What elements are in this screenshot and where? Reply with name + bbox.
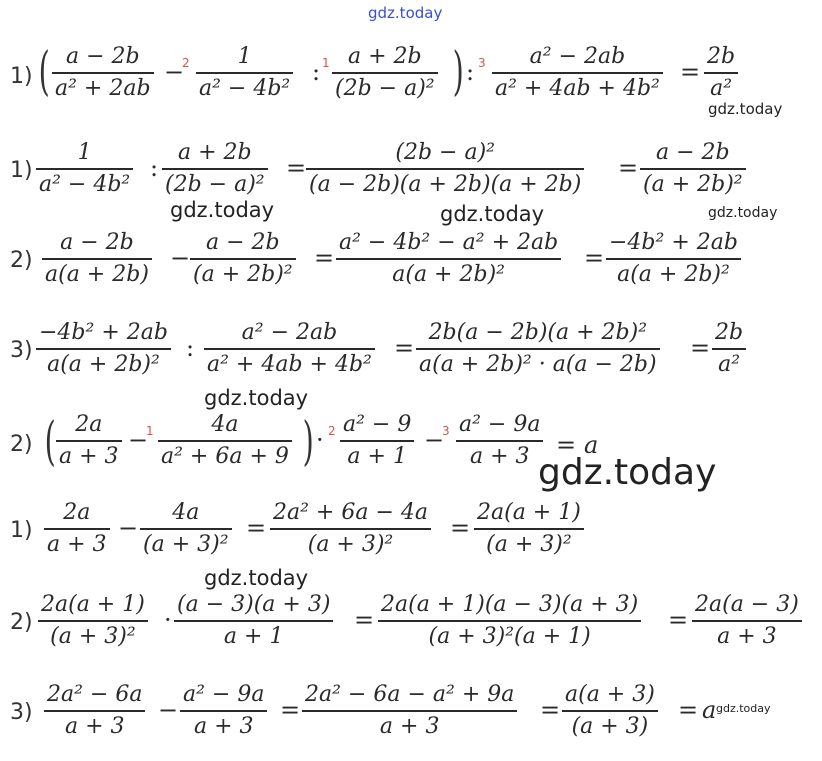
fraction <box>336 228 561 290</box>
fraction <box>378 590 641 652</box>
denominator: (a + 3)² <box>143 531 229 557</box>
fraction <box>306 138 584 200</box>
denominator: a + 3 <box>193 713 254 739</box>
fraction <box>474 498 584 560</box>
fraction <box>174 590 333 652</box>
denominator: a(a + 2b)² <box>392 261 505 287</box>
order-mark: 1 <box>322 56 330 70</box>
fraction <box>270 498 431 560</box>
denominator: (a + 3)² <box>486 531 572 557</box>
step-2-3-row <box>0 680 822 750</box>
denominator: a² <box>718 351 741 377</box>
numerator: 2b(a − 2b)(a + 2b)² <box>428 320 648 345</box>
numerator: 2a(a + 1)(a − 3)(a + 3) <box>381 592 639 617</box>
denominator: a + 3 <box>379 713 440 739</box>
fraction <box>416 318 660 380</box>
order-mark: 1 <box>146 424 154 438</box>
denominator: (2b − a)² <box>165 171 265 197</box>
fraction <box>38 590 148 652</box>
fraction <box>140 498 232 560</box>
numerator: a − 2b <box>65 44 140 69</box>
watermark: gdz.today <box>170 198 275 222</box>
watermark: gdz.today <box>538 452 717 493</box>
numerator: 2a(a + 1) <box>41 592 145 617</box>
step-label: 1) <box>10 158 33 183</box>
equals-sign: = <box>280 696 301 724</box>
problem-1-row <box>0 42 822 112</box>
equals-sign: = <box>286 154 307 182</box>
numerator: 2a(a − 3) <box>695 592 799 617</box>
minus-sign: − <box>118 514 139 542</box>
close-paren: ) <box>452 42 464 102</box>
equals-sign: = <box>680 58 701 86</box>
denominator: (a + 2b)² <box>643 171 743 197</box>
denominator: (a + 3)² <box>50 623 136 649</box>
equals-sign: = <box>354 606 375 634</box>
result: a <box>584 431 599 459</box>
fraction <box>456 410 543 472</box>
watermark: gdz.today <box>204 386 309 410</box>
order-mark: 2 <box>328 424 336 438</box>
denominator: a² + 6a + 9 <box>161 443 289 469</box>
fraction <box>492 42 663 104</box>
numerator: a + 2b <box>347 44 422 69</box>
fraction <box>36 138 133 200</box>
denominator: (a + 3)²(a + 1) <box>428 623 591 649</box>
open-paren: ( <box>38 42 50 102</box>
watermark: gdz.today <box>440 202 545 226</box>
numerator: 2a² + 6a − 4a <box>273 500 428 525</box>
watermark: gdz.today <box>708 205 778 221</box>
multiply-dot: · <box>316 426 324 454</box>
denominator: (a + 3) <box>571 713 649 739</box>
minus-sign: − <box>170 244 191 272</box>
fraction <box>190 228 296 290</box>
equals-sign: = <box>668 606 689 634</box>
order-mark: 2 <box>182 56 190 70</box>
fraction <box>180 680 267 742</box>
numerator: a − 2b <box>60 230 134 255</box>
numerator: 2a <box>63 500 91 525</box>
denominator: (a − 2b)(a + 2b)(a + 2b) <box>309 171 582 197</box>
divide-sign: : <box>312 58 321 86</box>
numerator: −4b² + 2ab <box>39 320 168 345</box>
minus-sign: − <box>158 696 179 724</box>
fraction <box>158 410 292 472</box>
step-label: 3) <box>10 338 33 363</box>
multiply-dot: · <box>164 606 172 634</box>
denominator: a² − 4b² <box>39 171 131 197</box>
result: a <box>702 696 717 724</box>
watermark: gdz.today <box>716 702 771 715</box>
numerator: a² − 2ab <box>241 320 338 345</box>
equals-sign: = <box>246 514 267 542</box>
numerator: −4b² + 2ab <box>609 230 738 255</box>
numerator: a² − 9 <box>343 412 412 437</box>
problem-2-label: 2) <box>10 432 33 457</box>
numerator: 4a <box>211 412 239 437</box>
fraction <box>52 42 154 104</box>
denominator: a + 3 <box>47 531 107 557</box>
numerator: 1 <box>237 44 252 69</box>
numerator: 1 <box>77 140 92 165</box>
step-label: 2) <box>10 610 33 635</box>
equals-sign: = <box>394 334 415 362</box>
denominator: a(a + 2b)² <box>47 351 160 377</box>
denominator: a + 3 <box>64 713 125 739</box>
denominator: a + 3 <box>59 443 119 469</box>
denominator: a + 1 <box>347 443 407 469</box>
divide-sign: : <box>150 154 159 182</box>
numerator: a + 2b <box>177 140 252 165</box>
equals-sign: = <box>540 696 561 724</box>
numerator: 4a <box>172 500 200 525</box>
numerator: 2a(a + 1) <box>477 500 581 525</box>
denominator: a² − 4b² <box>199 75 291 101</box>
denominator: (a + 2b)² <box>193 261 293 287</box>
fraction <box>44 680 145 742</box>
denominator: a² + 4ab + 4b² <box>495 75 660 101</box>
fraction <box>36 318 171 380</box>
minus-sign: − <box>424 426 445 454</box>
fraction <box>704 42 738 104</box>
denominator: a + 3 <box>717 623 777 649</box>
numerator: (a − 3)(a + 3) <box>177 592 331 617</box>
denominator: a(a + 2b)² · a(a − 2b) <box>419 351 657 377</box>
fraction <box>562 680 658 742</box>
denominator: a(a + 2b)² <box>617 261 730 287</box>
fraction <box>340 410 414 472</box>
step-2-1-row <box>0 498 822 568</box>
open-paren: ( <box>44 412 56 472</box>
denominator: a² + 2ab <box>55 75 151 101</box>
watermark-top: gdz.today <box>368 4 443 22</box>
step-label: 3) <box>10 700 33 725</box>
equals-sign: = <box>618 154 639 182</box>
denominator: a² + 4ab + 4b² <box>207 351 372 377</box>
denominator: a + 3 <box>469 443 530 469</box>
fraction <box>692 590 802 652</box>
fraction <box>302 680 517 742</box>
numerator: 2b <box>715 320 744 345</box>
order-mark: 3 <box>478 56 486 70</box>
fraction <box>606 228 741 290</box>
numerator: a(a + 3) <box>565 682 655 707</box>
numerator: 2a² − 6a − a² + 9a <box>305 682 515 707</box>
equals-sign: = <box>450 514 471 542</box>
numerator: a² − 9a <box>459 412 541 437</box>
fraction <box>204 318 375 380</box>
numerator: 2b <box>707 44 736 69</box>
watermark: gdz.today <box>204 566 309 590</box>
close-paren: ) <box>302 412 314 472</box>
equals-sign: = <box>584 244 605 272</box>
minus-sign: − <box>164 58 185 86</box>
numerator: a − 2b <box>205 230 280 255</box>
numerator: a² − 9a <box>183 682 265 707</box>
fraction <box>44 498 110 560</box>
denominator: (2b − a)² <box>335 75 435 101</box>
numerator: a² − 2ab <box>529 44 626 69</box>
minus-sign: − <box>128 426 149 454</box>
fraction <box>162 138 268 200</box>
numerator: 2a² − 6a <box>47 682 143 707</box>
equals-sign: = <box>678 696 699 724</box>
equals-sign: = <box>556 431 577 459</box>
step-1-3-row <box>0 318 822 388</box>
problem-1-label: 1) <box>10 64 33 89</box>
divide-sign: : <box>466 58 475 86</box>
step-2-2-row <box>0 590 822 660</box>
numerator: a − 2b <box>655 140 730 165</box>
denominator: a² <box>710 75 733 101</box>
numerator: (2b − a)² <box>395 140 495 165</box>
equals-sign: = <box>690 334 711 362</box>
divide-sign: : <box>186 334 195 362</box>
watermark: gdz.today <box>708 100 783 118</box>
step-label: 2) <box>10 248 33 273</box>
fraction <box>56 410 122 472</box>
denominator: a + 1 <box>223 623 284 649</box>
step-label: 1) <box>10 518 33 543</box>
fraction <box>42 228 152 290</box>
fraction <box>332 42 438 104</box>
fraction <box>640 138 746 200</box>
numerator: 2a <box>75 412 103 437</box>
order-mark: 3 <box>442 424 450 438</box>
equals-sign: = <box>314 244 335 272</box>
fraction <box>196 42 293 104</box>
step-1-1-row <box>0 138 822 208</box>
step-1-2-row <box>0 228 822 298</box>
fraction <box>712 318 746 380</box>
denominator: a(a + 2b) <box>45 261 149 287</box>
numerator: a² − 4b² − a² + 2ab <box>339 230 559 255</box>
denominator: (a + 3)² <box>307 531 394 557</box>
